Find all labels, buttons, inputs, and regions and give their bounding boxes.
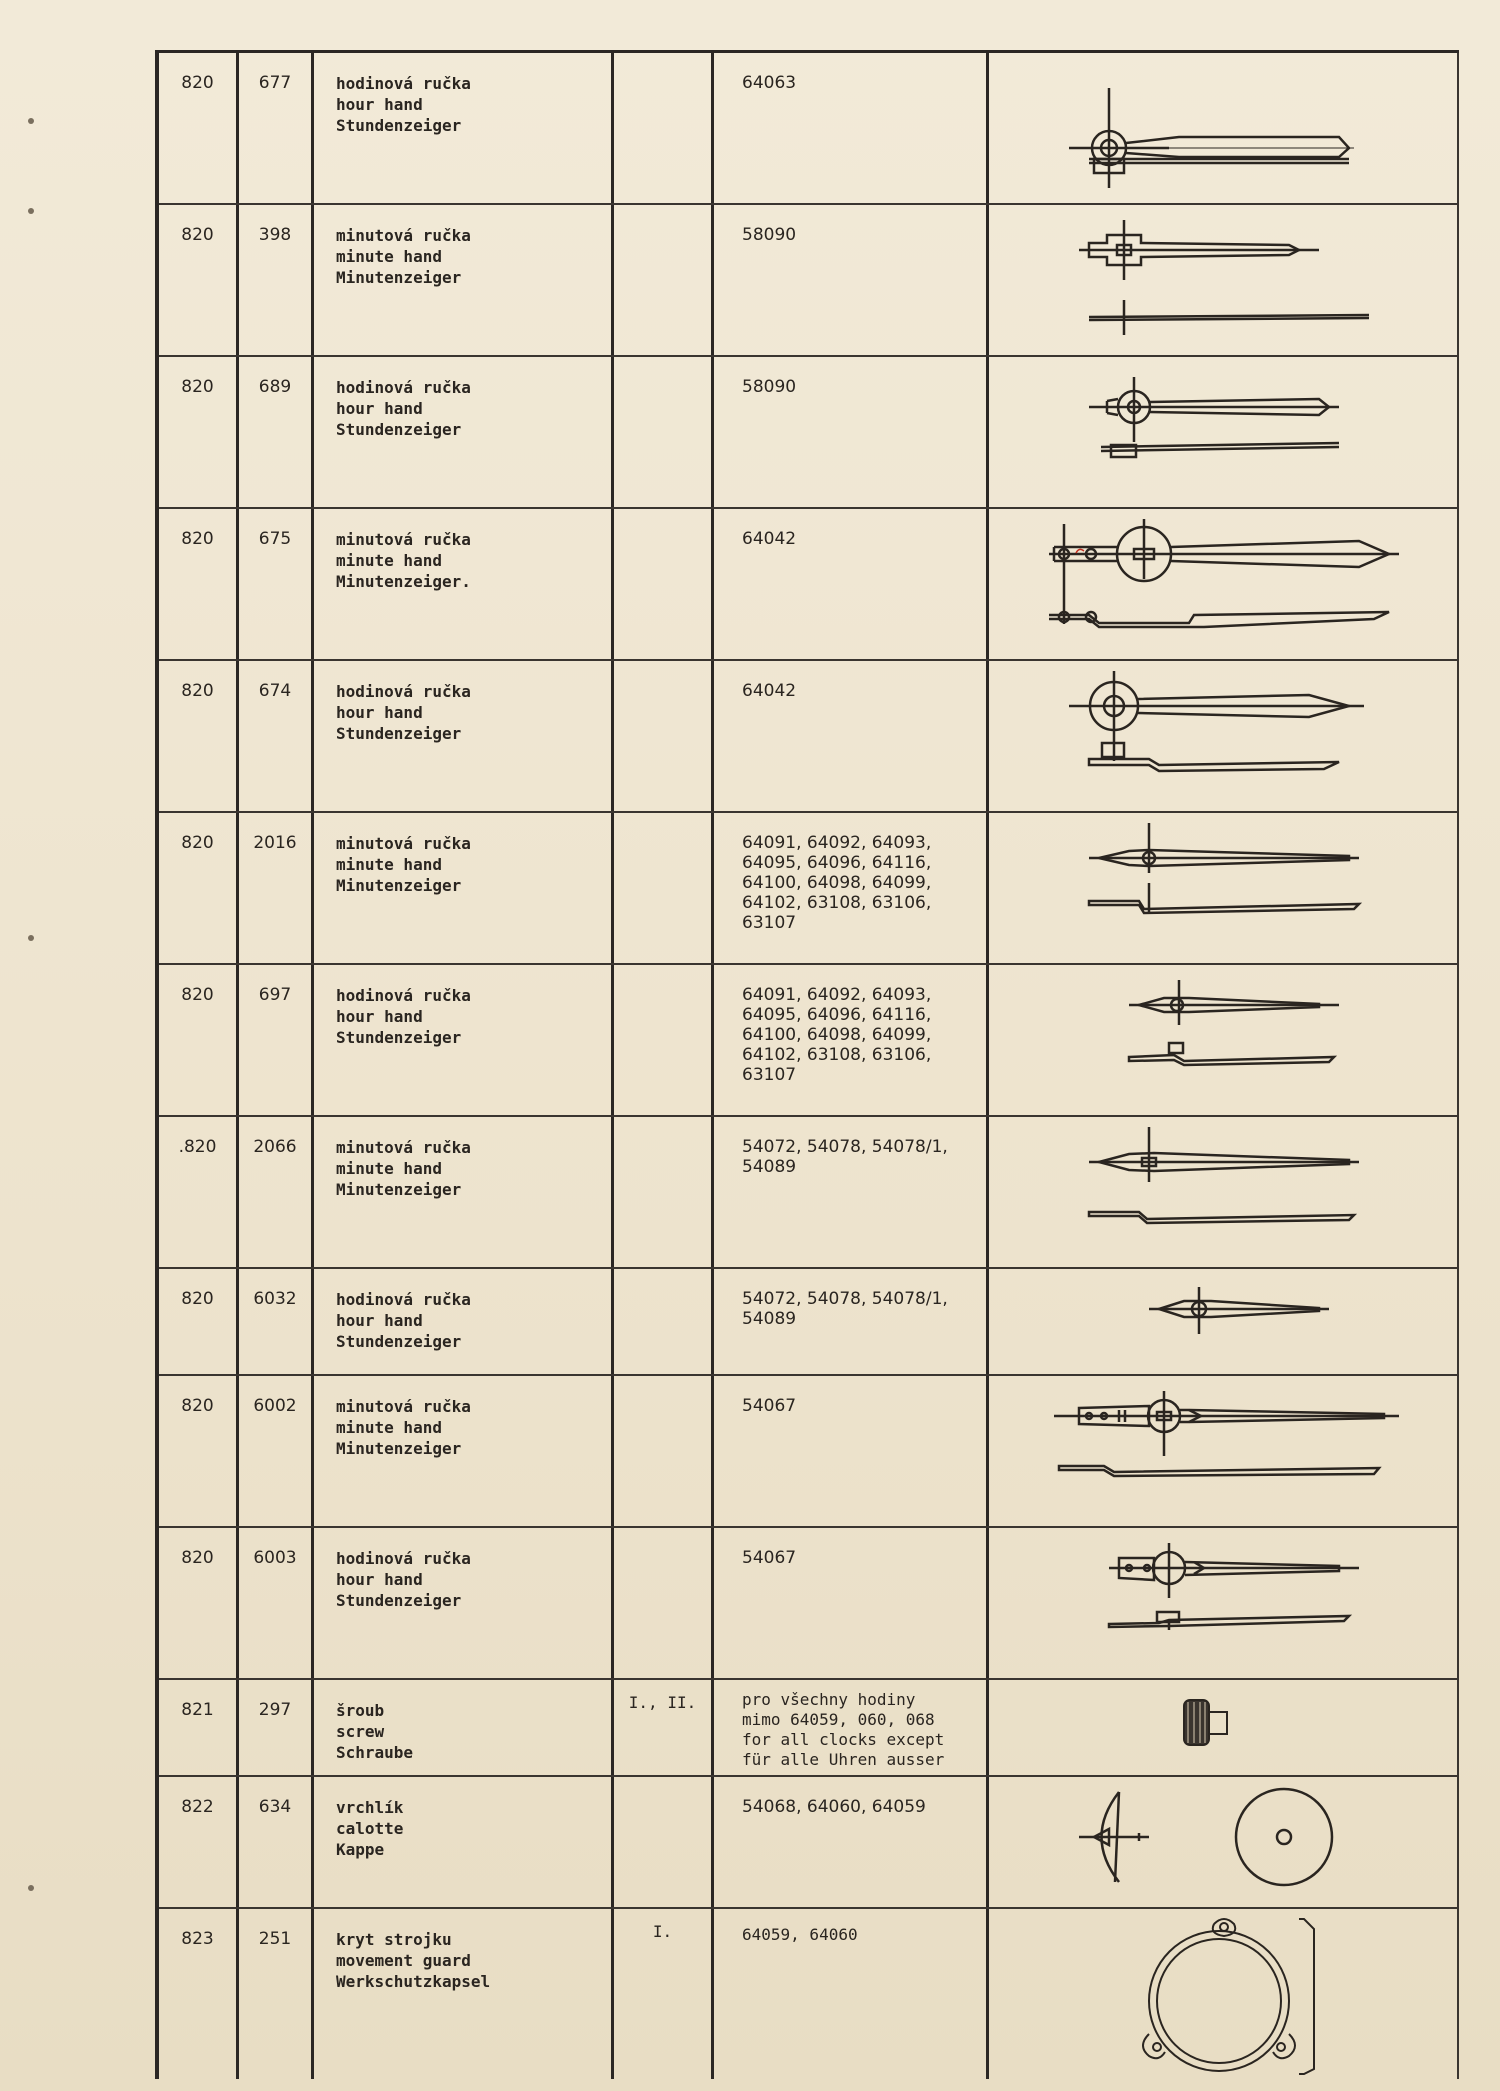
part-drawing [989, 1376, 1459, 1526]
variant-note [614, 53, 714, 203]
name-english: hour hand [336, 1570, 423, 1589]
item-number: 297 [239, 1680, 314, 1775]
name-czech: minutová ručka [336, 834, 471, 853]
name-english: hour hand [336, 703, 423, 722]
part-description [314, 1680, 614, 1775]
model-list [714, 965, 989, 1115]
model-line: 64095, 64096, 64116, [742, 1005, 932, 1025]
name-english: calotte [336, 1819, 404, 1838]
part-drawing [989, 205, 1459, 355]
model-line: 64100, 64098, 64099, [742, 873, 932, 893]
table-row [159, 813, 1459, 965]
variant-note [614, 509, 714, 659]
name-english: movement guard [336, 1951, 471, 1970]
part-drawing [989, 53, 1459, 203]
table-row [159, 1528, 1459, 1680]
minute-hand-slim-icon [989, 813, 1459, 963]
item-number: 634 [239, 1777, 314, 1907]
table-row [159, 205, 1459, 357]
part-description [314, 205, 614, 355]
table-row [159, 1777, 1459, 1909]
name-czech: hodinová ručka [336, 986, 471, 1005]
part-drawing [989, 813, 1459, 963]
model-list [714, 53, 989, 203]
name-german: Minutenzeiger [336, 268, 462, 287]
name-czech: hodinová ručka [336, 1290, 471, 1309]
model-line: 54067 [742, 1548, 797, 1568]
model-list [714, 1777, 989, 1907]
variant-note [614, 205, 714, 355]
group-number: 820 [159, 661, 239, 811]
parts-table [155, 50, 1459, 2079]
model-line: 63107 [742, 1065, 797, 1085]
name-czech: minutová ručka [336, 1138, 471, 1157]
model-line: 64042 [742, 529, 797, 549]
model-list [714, 509, 989, 659]
hour-hand-slim-short-icon [989, 1269, 1459, 1374]
item-number: 2016 [239, 813, 314, 963]
name-german: Minutenzeiger [336, 876, 462, 895]
item-number: 251 [239, 1909, 314, 2079]
group-number: 823 [159, 1909, 239, 2079]
group-number: 820 [159, 1528, 239, 1678]
table-row [159, 53, 1459, 205]
part-drawing [989, 661, 1459, 811]
part-drawing [989, 1777, 1459, 1907]
name-german: Werkschutzkapsel [336, 1972, 491, 1991]
model-line: 54072, 54078, 54078/1, [742, 1289, 948, 1309]
model-line: 54068, 64060, 64059 [742, 1797, 926, 1817]
variant-note [614, 1117, 714, 1267]
model-line: pro všechny hodiny [742, 1690, 916, 1709]
part-drawing [989, 1909, 1459, 2079]
model-line: 54067 [742, 1396, 797, 1416]
name-german: Stundenzeiger [336, 420, 462, 439]
minute-hand-square-hub-icon [989, 205, 1459, 355]
part-description [314, 357, 614, 507]
model-list [714, 357, 989, 507]
item-number: 697 [239, 965, 314, 1115]
variant-note [614, 1777, 714, 1907]
group-number: 820 [159, 965, 239, 1115]
name-german: Stundenzeiger [336, 1332, 462, 1351]
part-drawing [989, 1528, 1459, 1678]
part-drawing [989, 509, 1459, 659]
model-line: 64063 [742, 73, 797, 93]
item-number: 6002 [239, 1376, 314, 1526]
name-czech: minutová ručka [336, 530, 471, 549]
punch-hole [28, 1885, 34, 1891]
part-description [314, 1909, 614, 2079]
name-german: Stundenzeiger [336, 1591, 462, 1610]
name-english: minute hand [336, 855, 442, 874]
part-drawing [989, 1680, 1459, 1775]
name-english: hour hand [336, 1311, 423, 1330]
group-number: 820 [159, 1269, 239, 1374]
name-english: minute hand [336, 1418, 442, 1437]
table-row [159, 1376, 1459, 1528]
model-line: 64102, 63108, 63106, [742, 893, 932, 913]
group-number: 820 [159, 813, 239, 963]
variant-note [614, 357, 714, 507]
table-row [159, 1680, 1459, 1777]
variant-note [614, 965, 714, 1115]
table-row [159, 661, 1459, 813]
model-line: 58090 [742, 377, 797, 397]
part-drawing [989, 1269, 1459, 1374]
part-drawing [989, 1117, 1459, 1267]
name-german: Minutenzeiger. [336, 572, 471, 591]
model-line: 64042 [742, 681, 797, 701]
table-row [159, 1269, 1459, 1376]
model-line: for all clocks except [742, 1730, 945, 1749]
model-line: 54089 [742, 1157, 797, 1177]
model-line: 64091, 64092, 64093, [742, 833, 932, 853]
name-czech: minutová ručka [336, 1397, 471, 1416]
movement-guard-icon [989, 1909, 1459, 2079]
part-description [314, 661, 614, 811]
name-english: hour hand [336, 1007, 423, 1026]
part-description [314, 1269, 614, 1374]
model-list [714, 1117, 989, 1267]
name-german: Stundenzeiger [336, 724, 462, 743]
name-german: Stundenzeiger [336, 116, 462, 135]
table-row [159, 1117, 1459, 1269]
model-line: 63107 [742, 913, 797, 933]
table-row [159, 509, 1459, 661]
hour-hand-square-hub-icon [989, 357, 1459, 507]
model-list [714, 1528, 989, 1678]
part-description [314, 1528, 614, 1678]
name-czech: hodinová ručka [336, 74, 471, 93]
model-line: 54072, 54078, 54078/1, [742, 1137, 948, 1157]
model-line: 58090 [742, 225, 797, 245]
name-german: Kappe [336, 1840, 385, 1859]
hour-hand-slim-icon [989, 965, 1459, 1115]
part-description [314, 1117, 614, 1267]
variant-note [614, 1269, 714, 1374]
name-czech: šroub [336, 1701, 385, 1720]
hour-hand-round-hub-icon [989, 661, 1459, 811]
item-number: 398 [239, 205, 314, 355]
part-description [314, 53, 614, 203]
item-number: 6003 [239, 1528, 314, 1678]
name-english: hour hand [336, 95, 423, 114]
name-german: Stundenzeiger [336, 1028, 462, 1047]
part-drawing [989, 357, 1459, 507]
group-number: 820 [159, 205, 239, 355]
model-list [714, 205, 989, 355]
knurled-screw-icon [989, 1680, 1459, 1775]
name-czech: hodinová ručka [336, 378, 471, 397]
variant-note [614, 661, 714, 811]
model-line: 64102, 63108, 63106, [742, 1045, 932, 1065]
minute-hand-long-tail-icon [989, 1376, 1459, 1526]
name-english: screw [336, 1722, 385, 1741]
name-czech: vrchlík [336, 1798, 404, 1817]
name-czech: kryt strojku [336, 1930, 452, 1949]
model-line: 64100, 64098, 64099, [742, 1025, 932, 1045]
model-line: für alle Uhren ausser [742, 1750, 945, 1769]
part-description [314, 1376, 614, 1526]
name-english: minute hand [336, 247, 442, 266]
name-german: Minutenzeiger [336, 1180, 462, 1199]
variant-note [614, 1528, 714, 1678]
name-czech: hodinová ručka [336, 682, 471, 701]
group-number: 820 [159, 1376, 239, 1526]
name-czech: minutová ručka [336, 226, 471, 245]
name-english: minute hand [336, 551, 442, 570]
item-number: 2066 [239, 1117, 314, 1267]
part-description [314, 509, 614, 659]
name-czech: hodinová ručka [336, 1549, 471, 1568]
variant-note [614, 813, 714, 963]
model-list [714, 1269, 989, 1374]
model-list [714, 1680, 989, 1775]
part-description [314, 965, 614, 1115]
model-line: 64095, 64096, 64116, [742, 853, 932, 873]
name-english: minute hand [336, 1159, 442, 1178]
part-description [314, 813, 614, 963]
variant-note: I. [614, 1909, 714, 2079]
minute-hand-counterweight-icon [989, 509, 1459, 659]
group-number: 821 [159, 1680, 239, 1775]
group-number: .820 [159, 1117, 239, 1267]
minute-hand-slim-icon [989, 1117, 1459, 1267]
model-list [714, 1909, 989, 2079]
table-row [159, 1909, 1459, 2079]
model-line: mimo 64059, 060, 068 [742, 1710, 935, 1729]
punch-hole [28, 208, 34, 214]
item-number: 677 [239, 53, 314, 203]
name-german: Minutenzeiger [336, 1439, 462, 1458]
model-list [714, 661, 989, 811]
name-english: hour hand [336, 399, 423, 418]
table-row [159, 965, 1459, 1117]
name-german: Schraube [336, 1743, 414, 1762]
group-number: 820 [159, 357, 239, 507]
model-list [714, 813, 989, 963]
part-drawing [989, 965, 1459, 1115]
punch-hole [28, 935, 34, 941]
punch-hole [28, 118, 34, 124]
group-number: 822 [159, 1777, 239, 1907]
model-line: 54089 [742, 1309, 797, 1329]
hour-hand-long-tail-icon [989, 1528, 1459, 1678]
group-number: 820 [159, 509, 239, 659]
hour-hand-round-hub-icon [989, 53, 1459, 203]
model-line: 64091, 64092, 64093, [742, 985, 932, 1005]
table-row [159, 357, 1459, 509]
model-line: 64059, 64060 [742, 1925, 858, 1944]
calotte-cap-icon [989, 1777, 1459, 1907]
model-list [714, 1376, 989, 1526]
variant-note: I., II. [614, 1680, 714, 1775]
item-number: 6032 [239, 1269, 314, 1374]
item-number: 689 [239, 357, 314, 507]
item-number: 675 [239, 509, 314, 659]
item-number: 674 [239, 661, 314, 811]
part-description [314, 1777, 614, 1907]
variant-note [614, 1376, 714, 1526]
group-number: 820 [159, 53, 239, 203]
